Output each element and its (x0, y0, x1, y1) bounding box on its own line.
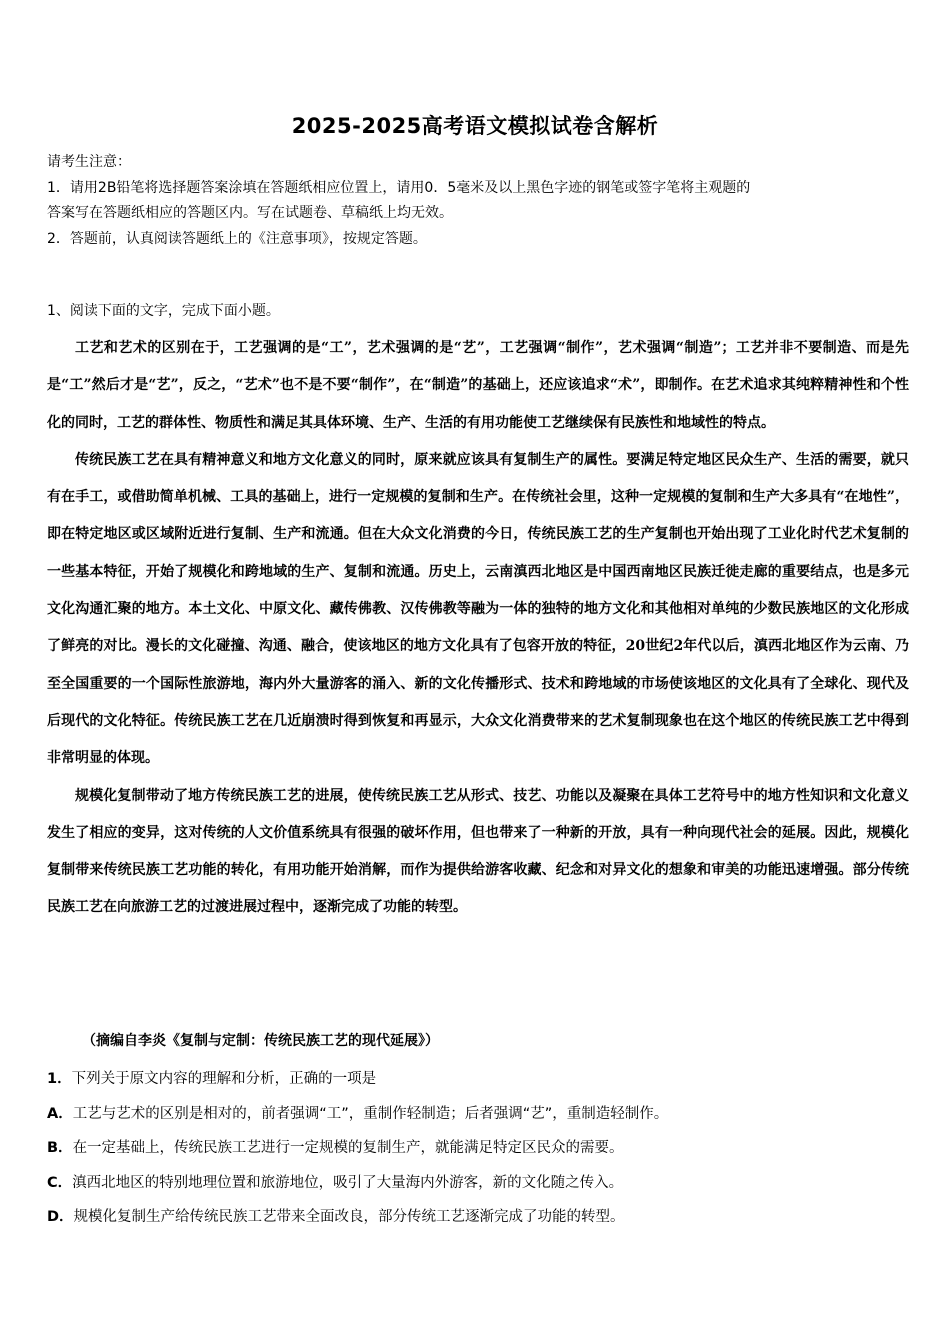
option-a (47, 1097, 909, 1132)
reading-passage (47, 330, 909, 927)
passage-paragraph-3: 规模化复制带动了地方传统民族工艺的进展，使传统民族工艺从形式、技艺、功能以及凝聚在具体工艺符号中的地方性知识和文化意义发生了相应的变异，这对传统的人文价值系统具有很强的破坏作用，但也带来了一种新的开放，具有一种向现代社会的延展。因此，规模化复制带来传统民族工艺功能的转化，有用功能开始消解，而作为提供给游客收藏、纪念和对异文化的想象和审美的功能迅速增强。部分传统民族工艺在向旅游工艺的过渡进展过程中，逐渐完成了功能的转型。 (47, 787, 909, 916)
option-c-label: C． (47, 1174, 73, 1191)
option-b-text: 在一定基础上，传统民族工艺进行一定规模的复制生产，就能满足特定区民众的需要。 (72, 1140, 624, 1156)
page-title: 2025-2025高考语文模拟试卷含解析 (291, 114, 659, 138)
section-intro: 1、阅读下面的文字，完成下面小题。 (47, 303, 280, 319)
question-block (47, 1062, 909, 1235)
passage-source: （摘编自李炎《复制与定制：传统民族工艺的现代延展》） (82, 1033, 439, 1049)
notice-heading: 请考生注意： (47, 154, 131, 170)
option-b (47, 1131, 909, 1166)
notice-item-1-line-2: 答案写在答题纸相应的答题区内。写在试题卷、草稿纸上均无效。 (47, 205, 453, 221)
notice-item-2: 2．答题前，认真阅读答题纸上的《注意事项》，按规定答题。 (47, 230, 427, 247)
passage-paragraph-2: 传统民族工艺在具有精神意义和地方文化意义的同时，原来就应该具有复制生产的属性。要满足特定地区民众生产、生活的需要，就只有在手工，或借助简单机械、工具的基础上，进行一定规模的复制和生产。在传统社会里，这种一定规模的复制和生产大多具有“在地性”，即在特定地区或区域附近进行复制、生产和流通。但在大众文化消费的今日，传统民族工艺的生产复制也开始出现了工业化时代艺术复制的一些基本特征，开始了规模化和跨地域的生产、复制和流通。历史上，云南滇西北地区是中国西南地区民族迁徙走廊的重要结点，也是多元文化沟通汇聚的地方。本土文化、中原文化、藏传佛教、汉传佛教等融为一体的独特的地方文化和其他相对单纯的少数民族地区的文化形成了鲜亮的对比。漫长的文化碰撞、沟通、融合，使该地区的地方文化具有了包容开放的特征，20世纪2年代以后，滇西北地区作为云南、乃至全国重要的一个国际性旅游地，海内外大量游客的涌入、新的文化传播形式、技术和跨地域的市场使该地区的文化具有了全球化、现代及后现代的文化特征。传统民族工艺在几近崩溃时得到恢复和再显示，大众文化消费带来的艺术复制现象也在这个地区的传统民族工艺中得到非常明显的体现。 (47, 451, 909, 767)
option-d-label: D． (47, 1209, 74, 1225)
option-d (47, 1200, 909, 1235)
option-c-text: 滇西北地区的特别地理位置和旅游地位，吸引了大量海内外游客，新的文化随之传入。 (72, 1174, 624, 1191)
question-1 (47, 1062, 909, 1097)
option-c (47, 1166, 909, 1201)
option-a-text: 工艺与艺术的区别是相对的，前者强调“工”，重制作轻制造；后者强调“艺”，重制造轻制作。 (72, 1105, 669, 1122)
passage-paragraph-1: 工艺和艺术的区别在于，工艺强调的是“工”，艺术强调的是“艺”，工艺强调“制作”，艺术强调“制造”；工艺并非不要制造、而是先是“工”然后才是“艺”，反之，“艺术”也不是不要“制作”，在“制造”的基础上，还应该追求“术”，即制作。在艺术追求其纯粹精神性和个性化的同时，工艺的群体性、物质性和满足其具体环境、生产、生活的有用功能使工艺继续保有民族性和地域性的特点。 (47, 340, 909, 431)
question-1-stem: 下列关于原文内容的理解和分析，正确的一项是 (71, 1071, 377, 1087)
option-d-text: 规模化复制生产给传统民族工艺带来全面改良，部分传统工艺逐渐完成了功能的转型。 (73, 1209, 625, 1225)
notice-item-1-line-1: 1．请用2B铅笔将选择题答案涂填在答题纸相应位置上，请用0．5毫米及以上黑色字迹的钢笔或签字笔将主观题的 (47, 179, 751, 196)
option-b-label: B． (47, 1140, 73, 1156)
exam-notice (47, 150, 907, 252)
reading-section (47, 298, 909, 324)
question-1-number: 1． (47, 1071, 72, 1087)
option-a-label: A． (47, 1105, 73, 1122)
